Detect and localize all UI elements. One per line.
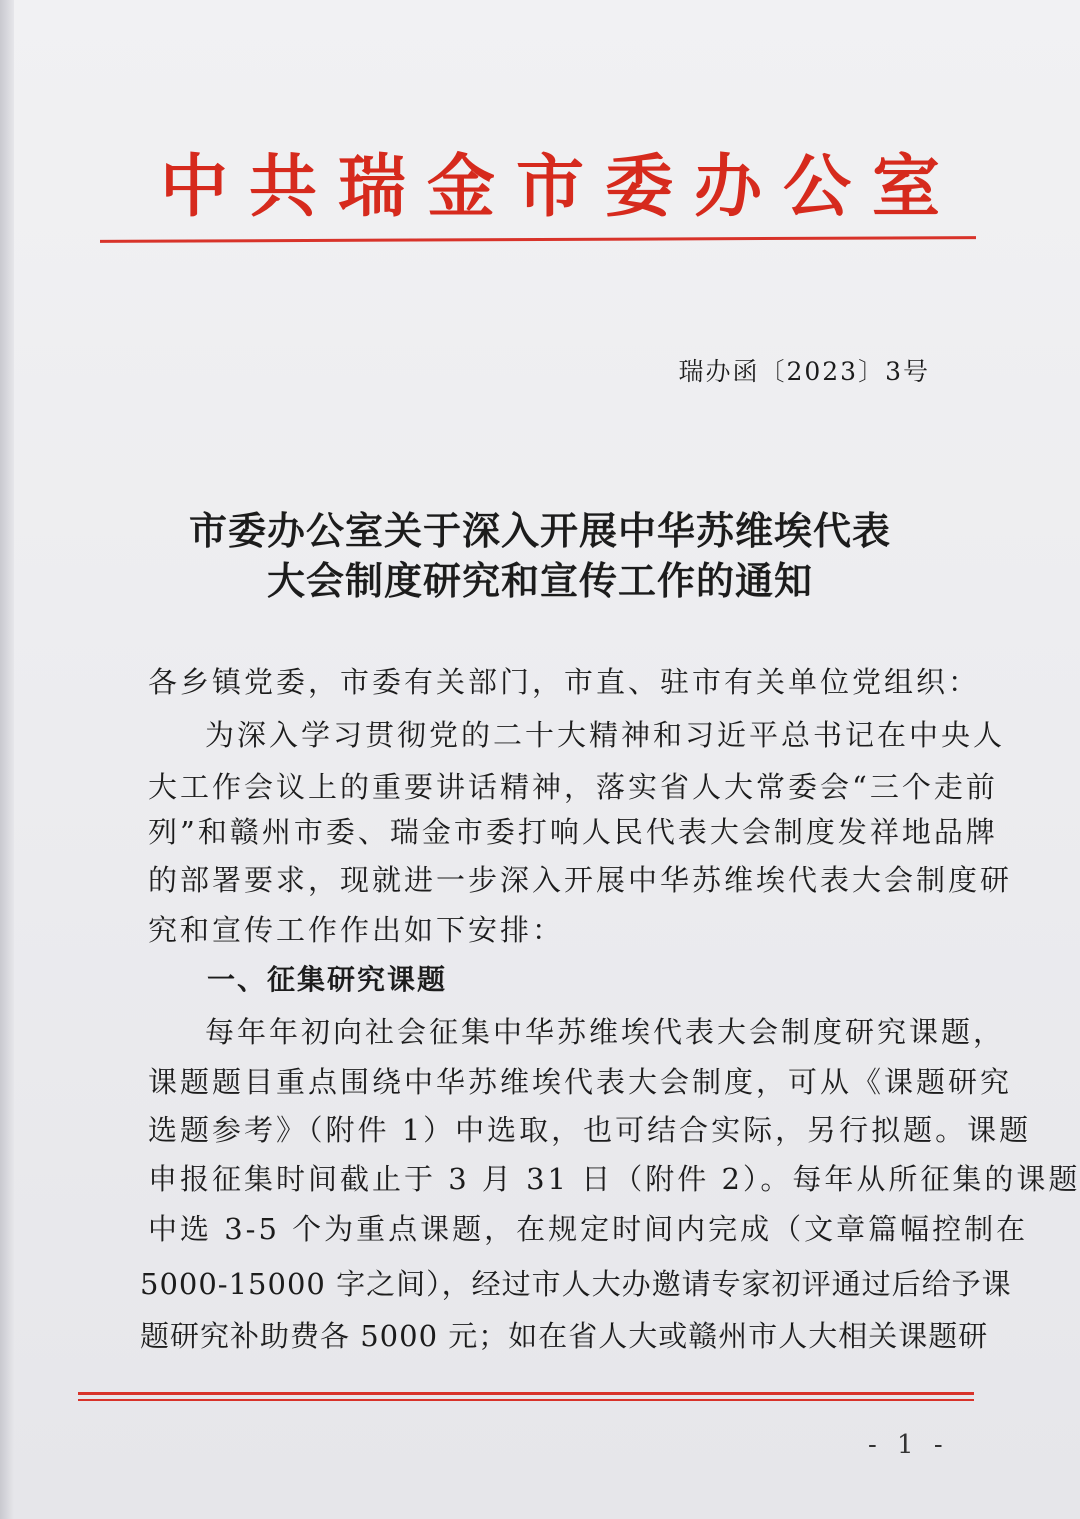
intro-line: 列”和赣州市委、瑞金市委打响人民代表大会制度发祥地品牌 [148, 815, 998, 849]
section-heading-1: 一、征集研究课题 [207, 963, 448, 996]
document-number: 瑞办函〔2023〕3号 [678, 357, 930, 386]
section-1-line: 5000-15000 字之间），经过市人大办邀请专家初评通过后给予课 [140, 1267, 1012, 1301]
section-1-line: 课题题目重点围绕中华苏维埃代表大会制度，可从《课题研究 [148, 1065, 1013, 1099]
header-red-rule [100, 236, 976, 243]
section-1-line: 每年年初向社会征集中华苏维埃代表大会制度研究课题， [205, 1015, 1006, 1049]
intro-line: 大工作会议上的重要讲话精神，落实省人大常委会“三个走前 [148, 770, 998, 804]
notice-title-line-1: 市委办公室关于深入开展中华苏维埃代表 [188, 508, 891, 553]
intro-line: 的部署要求，现就进一步深入开展中华苏维埃代表大会制度研 [148, 863, 1013, 897]
section-1-line: 中选 3-5 个为重点课题，在规定时间内完成（文章篇幅控制在 [148, 1212, 1029, 1246]
section-1-line: 选题参考》（附件 1）中选取，也可结合实际，另行拟题。课题 [148, 1113, 1032, 1147]
intro-line: 为深入学习贯彻党的二十大精神和习近平总书记在中央人 [205, 718, 1006, 752]
issuing-organization-title: 中共瑞金市委办公室 [160, 147, 962, 227]
salutation: 各乡镇党委，市委有关部门，市直、驻市有关单位党组织： [148, 665, 981, 699]
page-edge-shadow [0, 0, 14, 1519]
intro-line: 究和宣传工作作出如下安排： [148, 913, 565, 947]
section-1-line: 申报征集时间截止于 3 月 31 日（附件 2）。每年从所征集的课题 [148, 1162, 1080, 1196]
footer-red-rule [78, 1392, 974, 1395]
page-number: - 1 - [868, 1430, 949, 1460]
footer-red-rule-thin [78, 1399, 974, 1401]
section-1-line: 题研究补助费各 5000 元；如在省人大或赣州市人大相关课题研 [140, 1319, 989, 1353]
notice-title-line-2: 大会制度研究和宣传工作的通知 [266, 558, 813, 603]
